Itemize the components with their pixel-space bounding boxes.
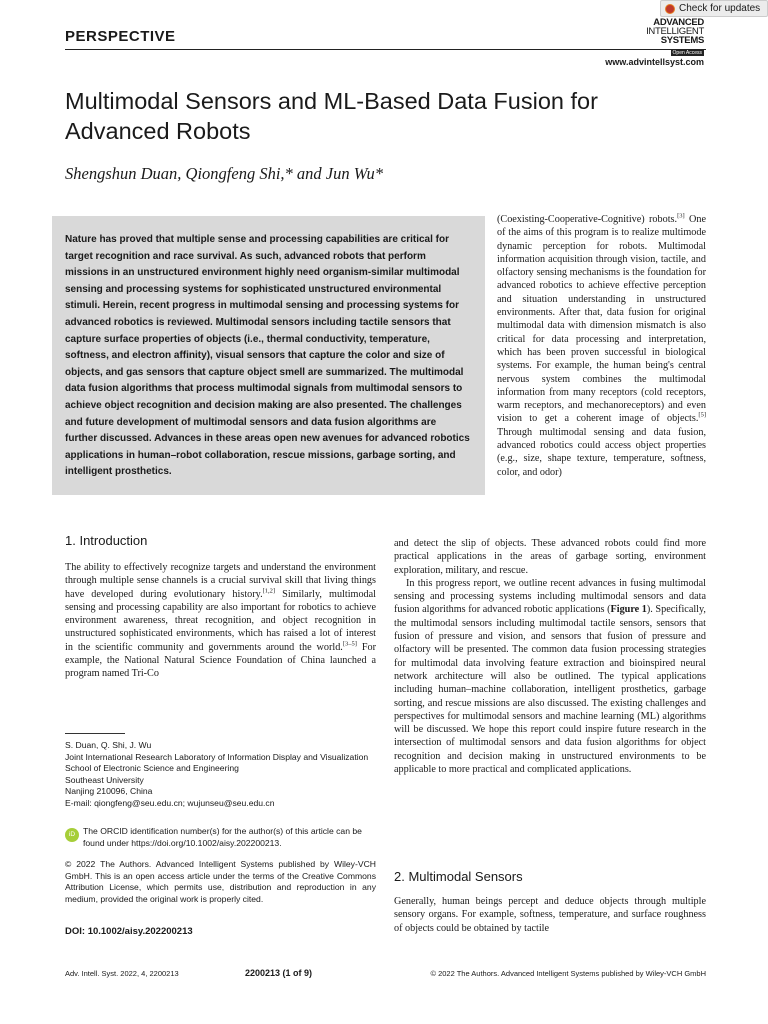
citation[interactable]: [3–5] — [342, 640, 357, 648]
logo-line-2: INTELLIGENT — [646, 26, 704, 37]
right-column-top — [497, 213, 706, 479]
citation[interactable]: [1,2] — [262, 587, 276, 595]
section-2-body — [394, 895, 706, 935]
affiliation-rule — [65, 733, 125, 734]
citation[interactable]: [5] — [698, 412, 706, 420]
footer-page-number: 2200213 (1 of 9) — [245, 968, 313, 978]
section-2-heading: 2. Multimodal Sensors — [394, 869, 523, 884]
footer-citation: Adv. Intell. Syst. 2022, 4, 2200213 — [65, 969, 179, 978]
affiliation-city: Nanjing 210096, China — [65, 786, 153, 796]
footer-copyright: © 2022 The Authors. Advanced Intelligent Systems published by Wiley-VCH GmbH — [430, 969, 706, 978]
affiliation-email[interactable]: E-mail: qiongfeng@seu.edu.cn; wujunseu@seu.edu.cn — [65, 797, 275, 808]
logo-line-3: SYSTEMS — [660, 35, 704, 46]
journal-website-link[interactable]: www.advintellsyst.com — [605, 57, 704, 67]
orcid-icon: iD — [65, 828, 79, 842]
affiliation-authors: S. Duan, Q. Shi, J. Wu — [65, 740, 152, 750]
affiliation-university: Southeast University — [65, 774, 144, 785]
article-authors: Shengshun Duan, Qiongfeng Shi,* and Jun Wu* — [65, 164, 384, 183]
section-tag: PERSPECTIVE — [65, 28, 176, 45]
affiliation-lab: Joint International Research Laboratory of Information Display and Visualization — [65, 751, 369, 762]
affiliation-school: School of Electronic Science and Engineering — [65, 763, 239, 773]
intro-paragraph: The ability to effectively recognize targets and understand the environment through multiple sense channels is a crucial survival skill that living things have developed during evolutionary history.[1,2] Similarly, multimodal sensing and processing capability are also important for robotics to achieve environment awareness, threat recognition, and object recognition in unstructured sophisticated environments, which has raised a lot of interest in the scientific community and governments around the world.[3–5] For example, the National Natural Science Foundation of China launched a program named Tri-Co — [65, 562, 377, 680]
orcid-text[interactable]: The ORCID identification number(s) for the author(s) of this article can be found under https://doi.org/10.1002/aisy.202200213. — [83, 826, 362, 848]
article-title: Multimodal Sensors and ML-Based Data Fusion for Advanced Robots — [65, 88, 598, 144]
figure-reference[interactable]: Figure 1 — [610, 604, 647, 616]
section-2-paragraph: Generally, human beings percept and deduce objects through multiple sensory organs. For example, softness, temperature, and surface roughness of objects could be obtained by tactile — [394, 896, 706, 934]
check-for-updates-button[interactable] — [660, 0, 768, 17]
intro-body — [65, 561, 376, 681]
abstract-text: Nature has proved that multiple sense and processing capabilities are critical for target recognition and race survival. As such, advanced robots that perform missions in an unstructured environment highly need organism-similar multimodal sensing and processing systems for sophisticated unstructured environmental stimuli. Herein, recent progress in multimodal sensing and processing systems for advanced robotics is reviewed. Multimodal sensors including tactile sensors that capture surface properties of objects (i.e., thermal conductivity, temperature, softness, and electron affinity), visual sensors that capture the color and size of objects, and gas sensors that capture object smell are summarized. The multimodal data fusion algorithms that process multimodal signals from multimodal sensors to achieve object recognition and decision making are also presented. The challenges and future development of multimodal sensors and data fusion algorithms are further discussed. Advances in these areas open new avenues for advanced robotics applications in human–robot collaboration, rescue missions, garbage sorting, and intelligent prosthetics. — [65, 234, 470, 478]
license-note: © 2022 The Authors. Advanced Intelligent Systems published by Wiley-VCH GmbH. This is an open access article under the terms of the Creative Commons Attribution License, which permits use, distribution and reproduction in any medium, provided the original work is properly cited. — [65, 859, 376, 904]
doi-link[interactable]: DOI: 10.1002/aisy.202200213 — [65, 926, 193, 937]
right-paragraph-2: and detect the slip of objects. These advanced robots could find more practical applications in the areas of garbage sorting, environment exploration, military, and rescue. — [394, 538, 706, 576]
abstract-box — [52, 216, 485, 495]
logo-line-1: ADVANCED — [653, 17, 704, 28]
citation[interactable]: [3] — [677, 212, 685, 220]
right-paragraph-3: In this progress report, we outline recent advances in fusing multimodal sensing and processing systems including multimodal sensors and data fusion algorithms for advanced robotic applications (Figure 1). Specifically, the multimodal sensors including multimodal tactile sensors, sensors that fusion of pressure and vision, and sensors that fusion of pressure and olfactory will be presented. The common data fusion processing strategies for multimodal data involving feature extraction and bioinspired neural network architecture will also be outlined. The typical applications including human–machine collaboration, intelligent prosthetics, garbage sorting, and rescue missions are also discussed. The existing challenges and perspectives for multimodal sensors and machine learning (ML) algorithms will be discussed. We hope this report could inspire future research in the intersection of multimodal sensors and data fusion algorithms for object recognition and decision making in unstructured environments to be applicable to more practical and complicated applications. — [394, 577, 706, 776]
journal-logo — [638, 18, 704, 56]
intro-heading: 1. Introduction — [65, 533, 148, 548]
crossmark-icon — [665, 4, 675, 14]
check-for-updates-label: Check for updates — [679, 3, 761, 14]
logo-open-access: Open Access — [672, 50, 702, 56]
header-rule — [65, 49, 706, 50]
affiliation-block — [65, 740, 376, 809]
right-paragraph-1: (Coexisting-Cooperative-Cognitive) robots.[3] One of the aims of this program is to realize multimode dynamic perception for robots. Multimodal information acquisition through vision, tactile, and olfactory sensing mechanisms is the foundation for advanced robotics to achieve effective perception and situation understanding in unstructured environments. After that, data fusion for original multimodal data with dimension mismatch is also critical for data processing and interpretation, which has been proven successful in biological systems. For example, the human being's central nervous system combines the multimodal information from many receptors (cold receptors, warm receptors, and mechanoreceptors) and even vision to get a coherent image of objects.[5] Through multimodal sensing and data fusion, advanced robotics could access object properties (e.g., size, shape texture, temperature, softness, color, and odor) — [497, 212, 706, 478]
right-column-wide — [394, 537, 706, 776]
orcid-note — [65, 826, 376, 849]
